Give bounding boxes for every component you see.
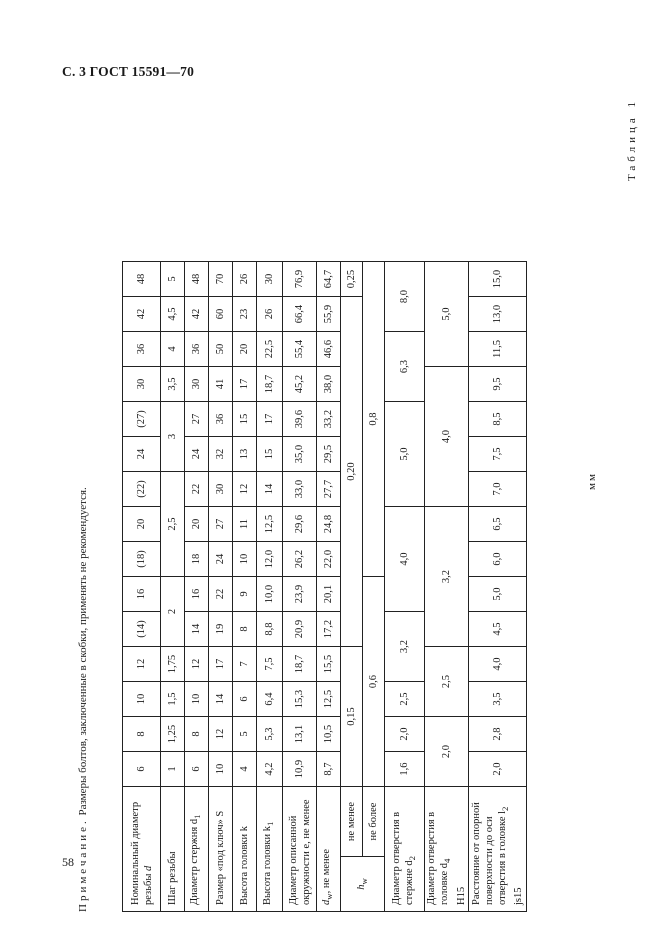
table-cell: 24,8 (317, 507, 341, 542)
table-cell: 5,0 (469, 577, 527, 612)
table-cell: 50 (209, 332, 233, 367)
table-cell: 3,5 (161, 367, 185, 402)
table-caption: Таблица 1 (626, 98, 638, 182)
table-cell: 12 (209, 717, 233, 752)
table-cell: 8 (185, 717, 209, 752)
table-cell: 30 (185, 367, 209, 402)
table-cell: 10,9 (283, 752, 317, 787)
table-cell: 2,5 (425, 647, 469, 717)
table-cell: 6 (233, 682, 257, 717)
row-label-diameter: Номинальный диаметр резьбы d (123, 787, 161, 912)
table-cell: 9 (233, 577, 257, 612)
table-cell: 33,2 (317, 402, 341, 437)
units-label: мм (586, 472, 598, 490)
table-cell: 14 (257, 472, 283, 507)
table-cell: 6 (123, 752, 161, 787)
table-cell: (27) (123, 402, 161, 437)
table-cell: 2,0 (469, 752, 527, 787)
row-label-head-height: Высота головки k (233, 787, 257, 912)
table-cell: 29,5 (317, 437, 341, 472)
row-label-hole-head: Диаметр отверстия в головке $d_4$ Н15 (425, 787, 469, 912)
table-cell: 0,20 (341, 297, 363, 647)
table-cell: 2,0 (425, 717, 469, 787)
table-row-diameter (123, 262, 161, 912)
table-cell: 32 (209, 437, 233, 472)
table-cell: 19 (209, 612, 233, 647)
table-cell: 18 (185, 542, 209, 577)
table-cell: 0,15 (341, 647, 363, 787)
table-row-circumscribed (283, 262, 317, 912)
table-row-rod-diameter (185, 262, 209, 912)
table-cell: 9,5 (469, 367, 527, 402)
table-cell: 2,0 (385, 717, 425, 752)
table-cell: 20,1 (317, 577, 341, 612)
table-row-dw (317, 262, 341, 912)
table-cell: 7,0 (469, 472, 527, 507)
table-row-key-size (209, 262, 233, 912)
table-cell: 7 (233, 647, 257, 682)
table-cell: 2,5 (161, 472, 185, 577)
row-label-rod-diameter: Диаметр стержня $d_1$ (185, 787, 209, 912)
table-cell: (22) (123, 472, 161, 507)
table-cell: 6,0 (469, 542, 527, 577)
table-cell: 10 (123, 682, 161, 717)
table-cell: 5,0 (425, 262, 469, 367)
table-cell: 30 (257, 262, 283, 297)
table-cell: 4 (161, 332, 185, 367)
table-cell: 5,3 (257, 717, 283, 752)
table-cell: 11,5 (469, 332, 527, 367)
table-cell: 6 (185, 752, 209, 787)
table-cell: 27 (185, 402, 209, 437)
row-label-circumscribed: Диаметр описанной окружности e, не менее (283, 787, 317, 912)
table-cell: 17,2 (317, 612, 341, 647)
table-row-head-height-k1 (257, 262, 283, 912)
table-cell: 10,0 (257, 577, 283, 612)
table-cell: 16 (185, 577, 209, 612)
table-cell: 6,4 (257, 682, 283, 717)
table-cell: 3,5 (469, 682, 527, 717)
table-cell: 15 (257, 437, 283, 472)
table-cell: 15,5 (317, 647, 341, 682)
table-cell: 27,7 (317, 472, 341, 507)
table-cell: 20 (233, 332, 257, 367)
page-header: С. 3 ГОСТ 15591—70 (62, 64, 195, 79)
row-label-hole-rod: Диаметр отверстия в стержне $d_2$ (385, 787, 425, 912)
table-cell: 7,5 (469, 437, 527, 472)
table-cell: 13 (233, 437, 257, 472)
table-cell: 36 (123, 332, 161, 367)
table-cell: 0,25 (341, 262, 363, 297)
row-label-hw-min: не менее (341, 787, 363, 857)
table-cell: 4,0 (385, 507, 425, 612)
table-cell: 6,3 (385, 332, 425, 402)
table-cell: 4 (233, 752, 257, 787)
table-cell: 4,0 (425, 367, 469, 507)
table-cell: 7,5 (257, 647, 283, 682)
table-row-hole-rod (385, 262, 425, 912)
table-cell: 42 (123, 297, 161, 332)
table-row-head-height (233, 262, 257, 912)
table-cell: 5 (233, 717, 257, 752)
table-cell: 8 (233, 612, 257, 647)
table-cell: 24 (123, 437, 161, 472)
table-cell: 11 (233, 507, 257, 542)
table-cell: 10 (209, 752, 233, 787)
table-cell: 6,5 (469, 507, 527, 542)
table-cell: 15,0 (469, 262, 527, 297)
table-cell: 1,75 (161, 647, 185, 682)
table-cell: 18,7 (283, 647, 317, 682)
table-cell: 2,8 (469, 717, 527, 752)
table-cell: 46,6 (317, 332, 341, 367)
table-cell: 3 (161, 402, 185, 472)
table-cell: 70 (209, 262, 233, 297)
rotated-table-block (34, 98, 638, 930)
table-cell: 8,7 (317, 752, 341, 787)
table-cell: 4,2 (257, 752, 283, 787)
table-cell: 16 (123, 577, 161, 612)
table-cell: 8,0 (385, 262, 425, 332)
dimensions-table (122, 261, 527, 912)
table-cell: 24 (185, 437, 209, 472)
table-cell: 4,5 (469, 612, 527, 647)
table-cell: 17 (209, 647, 233, 682)
table-cell: 30 (209, 472, 233, 507)
table-cell: 48 (185, 262, 209, 297)
table-cell: 22 (209, 577, 233, 612)
table-cell: 12,0 (257, 542, 283, 577)
table-cell: 8,5 (469, 402, 527, 437)
table-row-distance (469, 262, 527, 912)
table-cell: 15,3 (283, 682, 317, 717)
table-cell: 10 (185, 682, 209, 717)
table-cell: 8 (123, 717, 161, 752)
table-cell: 2 (161, 577, 185, 647)
table-cell: 23 (233, 297, 257, 332)
table-cell: 36 (185, 332, 209, 367)
table-cell: 20 (185, 507, 209, 542)
table-cell: 26 (233, 262, 257, 297)
table-cell: 5,0 (385, 402, 425, 507)
table-cell: 1,5 (161, 682, 185, 717)
note-prefix: Примечание. (77, 818, 89, 912)
table-cell: 5 (161, 262, 185, 297)
table-cell: 3,2 (425, 507, 469, 647)
table-cell: 22,0 (317, 542, 341, 577)
table-row-hw-max (363, 262, 385, 912)
table-cell: 30 (123, 367, 161, 402)
table-cell: 14 (185, 612, 209, 647)
row-label-dw: $d_w$, не менее (317, 787, 341, 912)
table-cell: 38,0 (317, 367, 341, 402)
table-cell: 76,9 (283, 262, 317, 297)
table-cell: 3,2 (385, 612, 425, 682)
table-cell: 13,1 (283, 717, 317, 752)
table-cell: (18) (123, 542, 161, 577)
table-cell: 20 (123, 507, 161, 542)
table-cell: 2,5 (385, 682, 425, 717)
table-cell: 15 (233, 402, 257, 437)
table-cell: 64,7 (317, 262, 341, 297)
table-row-pitch (161, 262, 185, 912)
table-cell: 12,5 (317, 682, 341, 717)
table-cell: 10,5 (317, 717, 341, 752)
page-number: 58 (62, 855, 74, 869)
table-cell: 42 (185, 297, 209, 332)
table-cell: 14 (209, 682, 233, 717)
table-cell: 18,7 (257, 367, 283, 402)
table-cell: 33,0 (283, 472, 317, 507)
table-cell: 36 (209, 402, 233, 437)
row-label-key-size: Размер «под ключ» S (209, 787, 233, 912)
table-cell: 17 (233, 367, 257, 402)
table-cell: 17 (257, 402, 283, 437)
table-cell: 26,2 (283, 542, 317, 577)
table-cell: 22,5 (257, 332, 283, 367)
row-label-distance: Расстояние от опорной поверхности до оси отверстия в головке $l_2$ js15 (469, 787, 527, 912)
table-cell: 48 (123, 262, 161, 297)
table-cell: 12 (185, 647, 209, 682)
row-label-hw: $h_w$ (341, 857, 385, 912)
table-cell: 45,2 (283, 367, 317, 402)
table-cell: 35,0 (283, 437, 317, 472)
table-cell: 12,5 (257, 507, 283, 542)
table-cell: 60 (209, 297, 233, 332)
table-cell: 1,25 (161, 717, 185, 752)
table-cell: (14) (123, 612, 161, 647)
table-cell: 29,6 (283, 507, 317, 542)
table-cell: 10 (233, 542, 257, 577)
table-cell: 12 (123, 647, 161, 682)
table-cell: 20,9 (283, 612, 317, 647)
table-cell: 1,6 (385, 752, 425, 787)
table-cell: 0,8 (363, 262, 385, 577)
note-text: Размеры болтов, заключенные в скобки, применять не рекомендуется. (77, 487, 89, 816)
table-cell: 22 (185, 472, 209, 507)
table-cell: 12 (233, 472, 257, 507)
row-label-hw-max: не более (363, 787, 385, 857)
row-label-head-height-k1: Высота головки $k_1$ (257, 787, 283, 912)
table-cell: 55,9 (317, 297, 341, 332)
table-cell: 4,5 (161, 297, 185, 332)
table-cell: 55,4 (283, 332, 317, 367)
table-cell: 23,9 (283, 577, 317, 612)
table-cell: 4,0 (469, 647, 527, 682)
row-label-pitch: Шаг резьбы (161, 787, 185, 912)
table-cell: 66,4 (283, 297, 317, 332)
table-cell: 8,8 (257, 612, 283, 647)
table-cell: 1 (161, 752, 185, 787)
table-cell: 26 (257, 297, 283, 332)
table-cell: 41 (209, 367, 233, 402)
table-cell: 27 (209, 507, 233, 542)
table-cell: 39,6 (283, 402, 317, 437)
table-cell: 0,6 (363, 577, 385, 787)
table-cell: 24 (209, 542, 233, 577)
table-cell: 13,0 (469, 297, 527, 332)
table-row-hole-head (425, 262, 469, 912)
table-row-hw-min (341, 262, 363, 912)
table-note (77, 487, 89, 912)
